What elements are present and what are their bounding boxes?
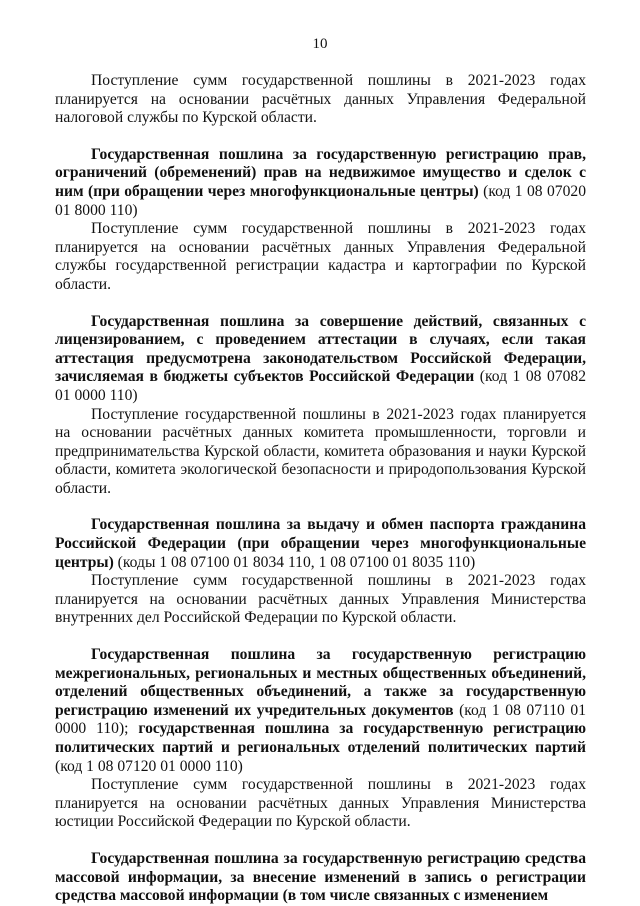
paragraph-justice-ministry: Поступление сумм государственной пошлины в 2021-2023 годах планируется на основании расчётных данных Управления Министерства юстиции Российской Федерации по Курской области.	[55, 776, 586, 831]
heading-text: Государственная пошлина за выдачу и обмен паспорта гражданина Российской Федерации (при обращении через многофункциональные центры)	[55, 516, 586, 571]
heading-text-political-parties: государственная пошлина за государственную регистрацию политических партий и региональных отделений политических партий	[55, 720, 586, 756]
heading-text: Государственная пошлина за государственную регистрацию прав, ограничений (обременений) прав на недвижимое имущество и сделок с ним (при обращении через многофункциональные центры)	[55, 145, 586, 200]
paragraph-rosreestr: Поступление сумм государственной пошлины в 2021-2023 годах планируется на основании расчётных данных Управления Федеральной службы государственной регистрации кадастра и картографии по Курской области.	[55, 220, 586, 293]
page-number: 10	[312, 36, 328, 52]
heading-code-political-parties: (код 1 08 07120 01 0000 110)	[55, 757, 243, 775]
document-body	[55, 72, 586, 906]
section-heading-mass-media	[55, 850, 586, 906]
heading-text: Государственная пошлина за государственную регистрацию межрегиональных, региональных и местных общественных объединений, отделений общественных объединений, а также за государственную регистрацию изменений их учредительных документов	[55, 646, 586, 719]
section-heading-public-associations	[55, 646, 586, 776]
heading-text: Государственная пошлина за совершение действий, связанных с лицензированием, с проведением аттестации в случаях, если такая аттестация предусмотрена законодательством Российской Федерации, зачисляемая в бюджеты субъектов Российской Федерации	[55, 312, 586, 386]
heading-code: (код 1 08 07020 01 8000 110)	[55, 182, 586, 219]
heading-code: (коды 1 08 07100 01 8034 110, 1 08 07100 01 8035 110)	[113, 553, 476, 571]
paragraph-interior-ministry: Поступление сумм государственной пошлины в 2021-2023 годах планируется на основании расчётных данных Управления Министерства внутренних дел Российской Федерации по Курской области.	[55, 572, 586, 627]
section-heading-licensing	[55, 313, 586, 406]
section-heading-passport	[55, 516, 586, 572]
paragraph-committees: Поступление государственной пошлины в 2021-2023 годах планируется на основании расчётных данных комитета промышленности, торговли и предпринимательства Курской области, комитета образования и науки Курской области, комитета экологической безопасности и природопользования Курской области.	[55, 405, 586, 497]
heading-code: (код 1 08 07082 01 0000 110)	[55, 368, 586, 404]
section-heading-property-registration	[55, 146, 586, 220]
paragraph-tax-service: Поступление сумм государственной пошлины в 2021-2023 годах планируется на основании расчётных данных Управления Федеральной налоговой службы по Курской области.	[55, 72, 586, 127]
heading-text: Государственная пошлина за государственную регистрацию средства массовой информации, за внесение изменений в запись о регистрации средства массовой информации (в том числе связанных с изменением	[55, 849, 586, 905]
heading-code: (код 1 08 07110 01 0000 110);	[55, 701, 586, 738]
